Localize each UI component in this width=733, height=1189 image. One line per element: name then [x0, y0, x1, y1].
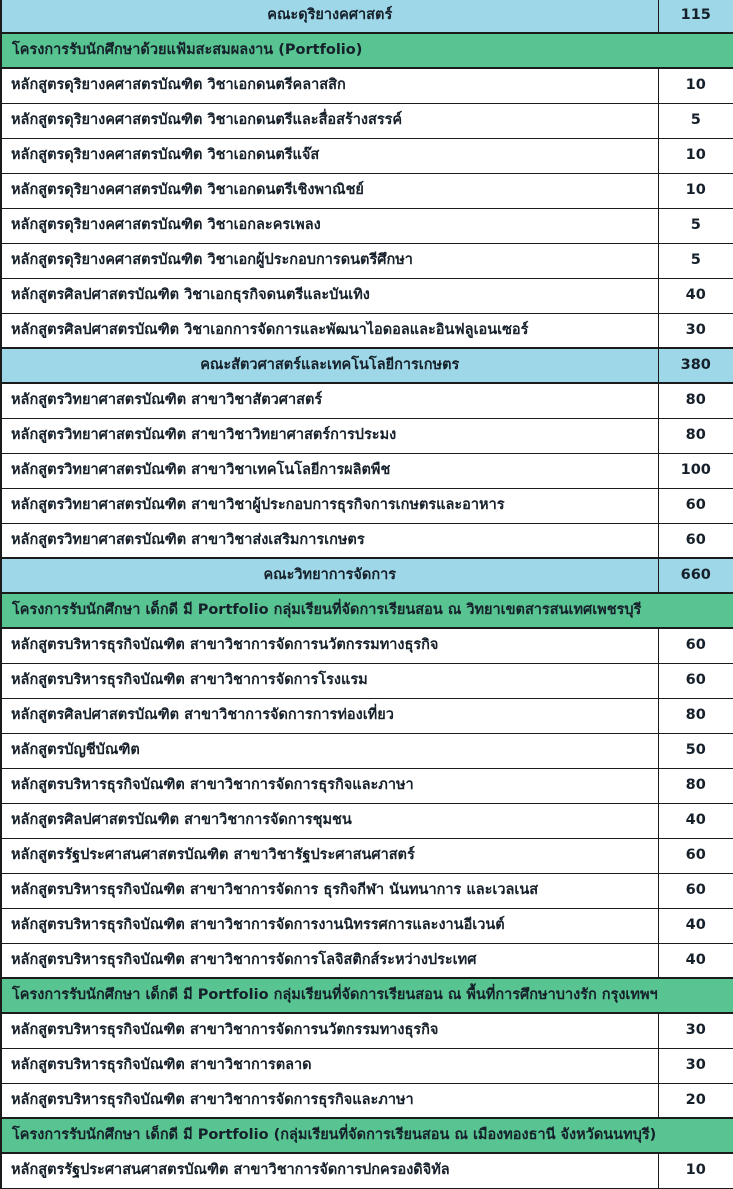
program-row	[1, 663, 733, 698]
program-quota-value: 60	[658, 488, 733, 523]
program-name: หลักสูตรวิทยาศาสตรบัณฑิต สาขาวิชาสัตวศาสตร์	[1, 383, 658, 418]
admission-scheme-label: โครงการรับนักศึกษา เด็กดี มี Portfolio กลุ่มเรียนที่จัดการเรียนสอน ณ พื้นที่การศึกษาบางรัก กรุงเทพฯ	[1, 978, 733, 1013]
program-quota-value: 60	[658, 628, 733, 663]
program-name: หลักสูตรศิลปศาสตรบัณฑิต วิชาเอกการจัดการและพัฒนาไอดอลและอินฟลูเอนเซอร์	[1, 313, 658, 348]
program-name: หลักสูตรดุริยางคศาสตรบัณฑิต วิชาเอกดนตรีแจ๊ส	[1, 138, 658, 173]
program-name: หลักสูตรดุริยางคศาสตรบัณฑิต วิชาเอกละครเพลง	[1, 208, 658, 243]
program-quota-value: 60	[658, 838, 733, 873]
program-name: หลักสูตรบริหารธุรกิจบัณฑิต สาขาวิชาการจัดการโลจิสติกส์ระหว่างประเทศ	[1, 943, 658, 978]
program-row	[1, 488, 733, 523]
program-row	[1, 803, 733, 838]
program-quota-value: 10	[658, 138, 733, 173]
program-row	[1, 698, 733, 733]
program-quota-value: 100	[658, 453, 733, 488]
program-quota-value: 60	[658, 523, 733, 558]
faculty-summary-row	[1, 348, 733, 383]
program-quota-value: 10	[658, 173, 733, 208]
program-quota-value: 80	[658, 768, 733, 803]
program-row	[1, 523, 733, 558]
program-quota-value: 20	[658, 1083, 733, 1118]
program-name: หลักสูตรรัฐประศาสนศาสตรบัณฑิต สาขาวิชาการจัดการปกครองดิจิทัล	[1, 1153, 658, 1188]
program-row	[1, 418, 733, 453]
program-row	[1, 943, 733, 978]
program-row	[1, 1153, 733, 1188]
faculty-summary-row	[1, 0, 733, 33]
program-row	[1, 1083, 733, 1118]
program-row	[1, 838, 733, 873]
program-name: หลักสูตรศิลปศาสตรบัณฑิต วิชาเอกธุรกิจดนตรีและบันเทิง	[1, 278, 658, 313]
program-quota-value: 30	[658, 1048, 733, 1083]
program-row	[1, 908, 733, 943]
program-quota-value: 5	[658, 208, 733, 243]
program-name: หลักสูตรบริหารธุรกิจบัณฑิต สาขาวิชาการจัดการธุรกิจและภาษา	[1, 1083, 658, 1118]
admission-scheme-banner-row	[1, 593, 733, 628]
program-quota-value: 30	[658, 313, 733, 348]
program-name: หลักสูตรดุริยางคศาสตรบัณฑิต วิชาเอกดนตรีและสื่อสร้างสรรค์	[1, 103, 658, 138]
program-row	[1, 243, 733, 278]
program-row	[1, 383, 733, 418]
program-name: หลักสูตรบริหารธุรกิจบัณฑิต สาขาวิชาการตลาด	[1, 1048, 658, 1083]
program-quota-value: 10	[658, 68, 733, 103]
program-name: หลักสูตรบริหารธุรกิจบัณฑิต สาขาวิชาการจัดการโรงแรม	[1, 663, 658, 698]
program-quota-value: 80	[658, 383, 733, 418]
program-name: หลักสูตรศิลปศาสตรบัณฑิต สาขาวิชาการจัดการการท่องเที่ยว	[1, 698, 658, 733]
program-row	[1, 68, 733, 103]
faculty-name: คณะดุริยางคศาสตร์	[1, 0, 658, 33]
program-name: หลักสูตรดุริยางคศาสตรบัณฑิต วิชาเอกดนตรีเชิงพาณิชย์	[1, 173, 658, 208]
program-row	[1, 733, 733, 768]
program-row	[1, 453, 733, 488]
program-row	[1, 628, 733, 663]
program-row	[1, 1048, 733, 1083]
program-name: หลักสูตรวิทยาศาสตรบัณฑิต สาขาวิชาเทคโนโลยีการผลิตพืช	[1, 453, 658, 488]
program-row	[1, 873, 733, 908]
program-quota-value: 50	[658, 733, 733, 768]
faculty-quota-value: 660	[658, 558, 733, 593]
admission-scheme-label: โครงการรับนักศึกษาด้วยแฟ้มสะสมผลงาน (Portfolio)	[1, 33, 733, 68]
faculty-summary-row	[1, 558, 733, 593]
program-row	[1, 313, 733, 348]
faculty-name: คณะสัตวศาสตร์และเทคโนโลยีการเกษตร	[1, 348, 658, 383]
program-name: หลักสูตรวิทยาศาสตรบัณฑิต สาขาวิชาผู้ประกอบการธุรกิจการเกษตรและอาหาร	[1, 488, 658, 523]
program-quota-value: 30	[658, 1013, 733, 1048]
program-row	[1, 208, 733, 243]
program-quota-value: 40	[658, 908, 733, 943]
program-row	[1, 278, 733, 313]
program-name: หลักสูตรวิทยาศาสตรบัณฑิต สาขาวิชาวิทยาศาสตร์การประมง	[1, 418, 658, 453]
program-name: หลักสูตรรัฐประศาสนศาสตรบัณฑิต สาขาวิชารัฐประศาสนศาสตร์	[1, 838, 658, 873]
program-row	[1, 173, 733, 208]
program-row	[1, 138, 733, 173]
admission-scheme-banner-row	[1, 1118, 733, 1153]
program-quota-value: 60	[658, 873, 733, 908]
faculty-name: คณะวิทยาการจัดการ	[1, 558, 658, 593]
program-row	[1, 1013, 733, 1048]
admission-scheme-banner-row	[1, 978, 733, 1013]
program-name: หลักสูตรบัญชีบัณฑิต	[1, 733, 658, 768]
program-name: หลักสูตรดุริยางคศาสตรบัณฑิต วิชาเอกผู้ประกอบการดนตรีศึกษา	[1, 243, 658, 278]
faculty-quota-value: 380	[658, 348, 733, 383]
program-quota-value: 5	[658, 103, 733, 138]
program-name: หลักสูตรวิทยาศาสตรบัณฑิต สาขาวิชาส่งเสริมการเกษตร	[1, 523, 658, 558]
admission-scheme-label: โครงการรับนักศึกษา เด็กดี มี Portfolio (กลุ่มเรียนที่จัดการเรียนสอน ณ เมืองทองธานี จังหวัดนนทบุรี)	[1, 1118, 733, 1153]
program-quota-value: 5	[658, 243, 733, 278]
program-quota-value: 10	[658, 1153, 733, 1188]
program-name: หลักสูตรบริหารธุรกิจบัณฑิต สาขาวิชาการจัดการงานนิทรรศการและงานอีเวนต์	[1, 908, 658, 943]
program-quota-value: 80	[658, 698, 733, 733]
program-quota-value: 40	[658, 803, 733, 838]
table-body	[1, 0, 733, 1188]
program-quota-value: 60	[658, 663, 733, 698]
program-row	[1, 768, 733, 803]
admission-scheme-banner-row	[1, 33, 733, 68]
program-name: หลักสูตรบริหารธุรกิจบัณฑิต สาขาวิชาการจัดการ ธุรกิจกีฬา นันทนาการ และเวลเนส	[1, 873, 658, 908]
faculty-quota-value: 115	[658, 0, 733, 33]
program-quota-value: 80	[658, 418, 733, 453]
program-row	[1, 103, 733, 138]
program-name: หลักสูตรบริหารธุรกิจบัณฑิต สาขาวิชาการจัดการนวัตกรรมทางธุรกิจ	[1, 1013, 658, 1048]
admission-scheme-label: โครงการรับนักศึกษา เด็กดี มี Portfolio กลุ่มเรียนที่จัดการเรียนสอน ณ วิทยาเขตสารสนเทศเพชรบุรี	[1, 593, 733, 628]
program-name: หลักสูตรบริหารธุรกิจบัณฑิต สาขาวิชาการจัดการธุรกิจและภาษา	[1, 768, 658, 803]
program-name: หลักสูตรดุริยางคศาสตรบัณฑิต วิชาเอกดนตรีคลาสสิก	[1, 68, 658, 103]
program-quota-value: 40	[658, 943, 733, 978]
program-name: หลักสูตรบริหารธุรกิจบัณฑิต สาขาวิชาการจัดการนวัตกรรมทางธุรกิจ	[1, 628, 658, 663]
program-quota-value: 40	[658, 278, 733, 313]
program-name: หลักสูตรศิลปศาสตรบัณฑิต สาขาวิชาการจัดการชุมชน	[1, 803, 658, 838]
